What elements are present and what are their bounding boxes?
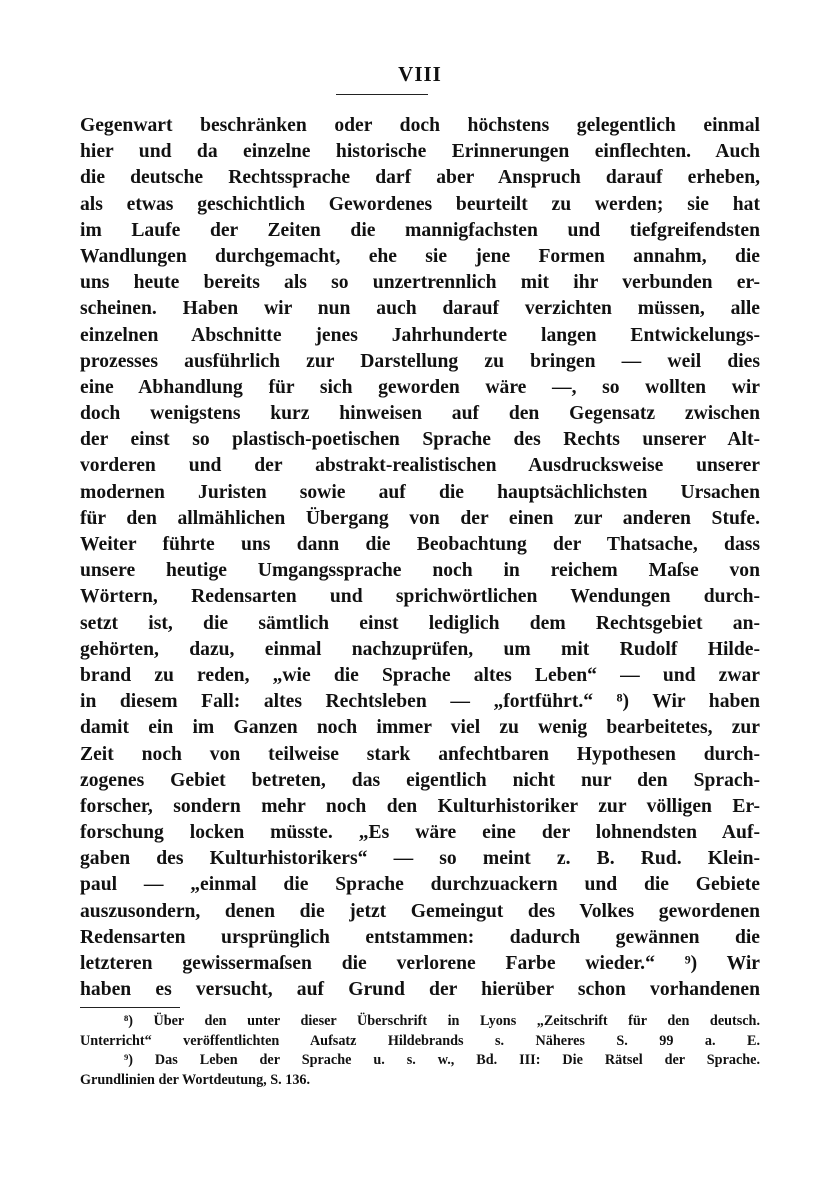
text-line: Wandlungen durchgemacht, ehe sie jene Formen annahm, die (80, 245, 760, 267)
footnote-rule (80, 1007, 180, 1008)
text-line: in diesem Fall: altes Rechtsleben — „fortführt.“ ⁸) Wir haben (80, 691, 760, 713)
text-line: forscher, sondern mehr noch den Kulturhistoriker zur völligen Er- (80, 795, 760, 817)
header-rule (336, 94, 428, 95)
text-line: letzteren gewissermaſsen die verlorene Farbe wieder.“ ⁹) Wir (80, 953, 760, 974)
text-line: Zeit noch von teilweise stark anfechtbaren Hypothesen durch- (80, 743, 760, 765)
text-line: für den allmählichen Übergang von der einen zur anderen Stufe. (80, 507, 760, 529)
text-line: doch wenigstens kurz hinweisen auf den Gegensatz zwischen (80, 403, 760, 425)
text-line: im Laufe der Zeiten die mannigfachsten und tiefgreifendsten (80, 219, 760, 241)
text-line: einzelnen Abschnitte jenes Jahrhunderte langen Entwickelungs- (80, 324, 760, 346)
page-number: VIII (398, 62, 442, 86)
text-line: als etwas geschichtlich Gewordenes beurteilt zu werden; sie hat (80, 193, 760, 215)
footnotes (80, 1012, 760, 1090)
text-line: Wörtern, Redensarten und sprichwörtlichen Wendungen durch- (80, 586, 760, 608)
text-line: Weiter führte uns dann die Beobachtung der Thatsache, dass (80, 534, 760, 555)
text-line: eine Abhandlung für sich geworden wäre —, so wollten wir (80, 376, 760, 398)
text-line: modernen Juristen sowie auf die hauptsächlichsten Ursachen (80, 481, 760, 503)
text-line: scheinen. Haben wir nun auch darauf verzichten müssen, alle (80, 298, 760, 320)
text-line: haben es versucht, auf Grund der hierüber schon vorhandenen (80, 979, 760, 1001)
text-line: prozesses ausführlich zur Darstellung zu bringen — weil dies (80, 350, 760, 372)
text-line: die deutsche Rechtssprache darf aber Anspruch darauf erheben, (80, 167, 760, 189)
footnote-9 (80, 1051, 760, 1090)
text-line: paul — „einmal die Sprache durchzuackern und die Gebiete (80, 874, 760, 896)
text-line: gaben des Kulturhistorikers“ — so meint z. B. Rud. Klein- (80, 848, 760, 870)
footnote-line: Unterricht“ veröffentlichten Aufsatz Hildebrands s. Näheres S. 99 a. E. (80, 1032, 760, 1049)
text-line: brand zu reden, „wie die Sprache altes Leben“ — und zwar (80, 664, 760, 686)
text-line: uns heute bereits als so unzertrennlich mit ihr verbunden er- (80, 272, 760, 294)
text-line: zogenes Gebiet betreten, das eigentlich nicht nur den Sprach- (80, 769, 760, 791)
text-line: unsere heutige Umgangssprache noch in reichem Maſse von (80, 560, 760, 582)
text-line: gehörten, dazu, einmal nachzuprüfen, um mit Rudolf Hilde- (80, 638, 760, 660)
footnote-line: ⁸) Über den unter dieser Überschrift in Lyons „Zeitschrift für den deutsch. (124, 1013, 760, 1029)
text-line: setzt ist, die sämtlich einst lediglich dem Rechtsgebiet an- (80, 612, 760, 634)
text-line: hier und da einzelne historische Erinnerungen einflechten. Auch (80, 141, 760, 163)
text-line: Redensarten ursprünglich entstammen: dadurch gewännen die (80, 926, 760, 948)
text-line: forschung locken müsste. „Es wäre eine der lohnendsten Auf- (80, 822, 760, 844)
text-line: der einst so plastisch-poetischen Sprache des Rechts unserer Alt- (80, 429, 760, 451)
footnote-line: ⁹) Das Leben der Sprache u. s. w., Bd. III: Die Rätsel der Sprache. (124, 1052, 760, 1068)
text-line: Gegenwart beschränken oder doch höchstens gelegentlich einmal (80, 115, 760, 136)
text-line: damit ein im Ganzen noch immer viel zu wenig bearbeitetes, zur (80, 717, 760, 739)
text-line: auszusondern, denen die jetzt Gemeingut des Volkes gewordenen (80, 900, 760, 922)
footnote-line: Grundlinien der Wortdeutung, S. 136. (80, 1071, 311, 1088)
footnote-8 (80, 1012, 760, 1051)
body-text (80, 113, 760, 1003)
text-line: vorderen und der abstrakt-realistischen Ausdrucksweise unserer (80, 455, 760, 477)
